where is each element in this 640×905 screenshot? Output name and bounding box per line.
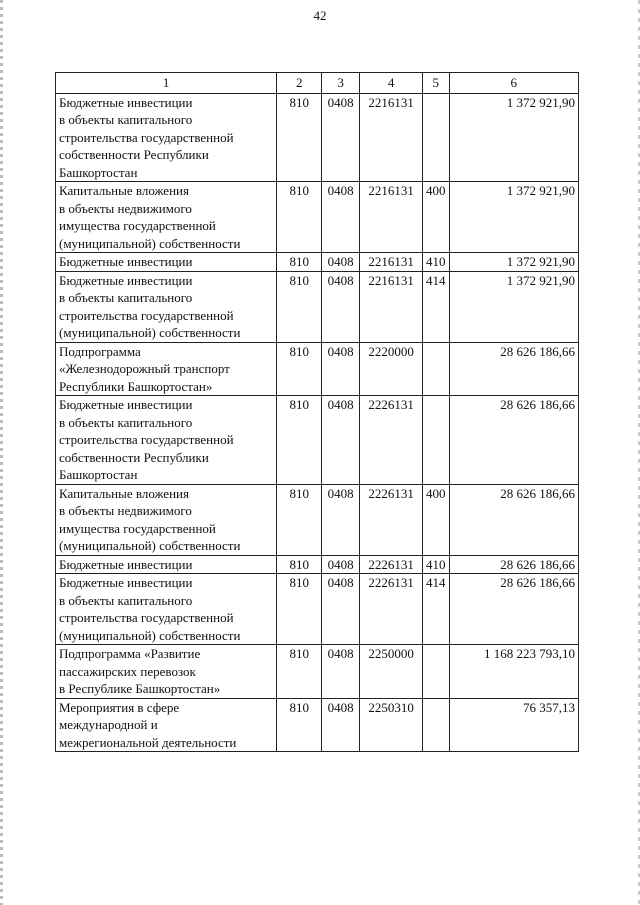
row-section-cell: 0408	[322, 342, 360, 396]
row-expense-type-cell	[423, 93, 450, 182]
row-code-cell: 810	[277, 396, 322, 485]
row-target-cell: 2220000	[360, 342, 423, 396]
row-amount-cell: 1 372 921,90	[449, 93, 578, 182]
row-expense-type-cell	[423, 396, 450, 485]
row-section-cell: 0408	[322, 484, 360, 555]
row-target-cell: 2216131	[360, 271, 423, 342]
row-section-cell: 0408	[322, 396, 360, 485]
row-code-cell: 810	[277, 342, 322, 396]
row-section-cell: 0408	[322, 555, 360, 574]
row-amount-cell: 1 372 921,90	[449, 271, 578, 342]
row-target-cell: 2250000	[360, 645, 423, 699]
header-cell-2: 2	[277, 73, 322, 94]
row-target-cell: 2216131	[360, 182, 423, 253]
row-name-cell: Бюджетные инвестиции в объекты капитального строительства государственной (муниципальной) собственности	[56, 271, 277, 342]
table-row	[56, 574, 579, 645]
row-amount-cell: 28 626 186,66	[449, 484, 578, 555]
row-name-cell: Подпрограмма «Железнодорожный транспорт Республики Башкортостан»	[56, 342, 277, 396]
row-code-cell: 810	[277, 698, 322, 752]
table-row	[56, 93, 579, 182]
row-name-cell: Мероприятия в сфере международной и межрегиональной деятельности	[56, 698, 277, 752]
table-row	[56, 698, 579, 752]
row-section-cell: 0408	[322, 182, 360, 253]
table-row	[56, 645, 579, 699]
header-row	[56, 73, 579, 94]
row-section-cell: 0408	[322, 271, 360, 342]
row-code-cell: 810	[277, 253, 322, 272]
row-code-cell: 810	[277, 271, 322, 342]
row-amount-cell: 28 626 186,66	[449, 342, 578, 396]
table-row	[56, 484, 579, 555]
row-target-cell: 2216131	[360, 93, 423, 182]
row-name-cell: Бюджетные инвестиции	[56, 253, 277, 272]
row-expense-type-cell	[423, 342, 450, 396]
row-expense-type-cell: 410	[423, 253, 450, 272]
table-row	[56, 396, 579, 485]
row-section-cell: 0408	[322, 698, 360, 752]
row-section-cell: 0408	[322, 574, 360, 645]
row-expense-type-cell: 400	[423, 484, 450, 555]
row-expense-type-cell	[423, 698, 450, 752]
row-amount-cell: 28 626 186,66	[449, 574, 578, 645]
row-amount-cell: 1 168 223 793,10	[449, 645, 578, 699]
row-code-cell: 810	[277, 484, 322, 555]
row-target-cell: 2226131	[360, 396, 423, 485]
row-name-cell: Подпрограмма «Развитие пассажирских перевозок в Республике Башкортостан»	[56, 645, 277, 699]
row-target-cell: 2216131	[360, 253, 423, 272]
row-name-cell: Капитальные вложения в объекты недвижимого имущества государственной (муниципальной) собственности	[56, 484, 277, 555]
row-section-cell: 0408	[322, 645, 360, 699]
row-amount-cell: 28 626 186,66	[449, 396, 578, 485]
page-number: 42	[313, 8, 327, 23]
row-section-cell: 0408	[322, 93, 360, 182]
row-code-cell: 810	[277, 555, 322, 574]
row-expense-type-cell	[423, 645, 450, 699]
row-code-cell: 810	[277, 645, 322, 699]
header-cell-5: 5	[423, 73, 450, 94]
row-expense-type-cell: 400	[423, 182, 450, 253]
row-expense-type-cell: 410	[423, 555, 450, 574]
table-row	[56, 253, 579, 272]
budget-table	[55, 72, 579, 752]
row-name-cell: Капитальные вложения в объекты недвижимого имущества государственной (муниципальной) собственности	[56, 182, 277, 253]
row-target-cell: 2226131	[360, 574, 423, 645]
row-code-cell: 810	[277, 182, 322, 253]
row-target-cell: 2226131	[360, 484, 423, 555]
row-section-cell: 0408	[322, 253, 360, 272]
row-name-cell: Бюджетные инвестиции в объекты капитального строительства государственной собственности Республики Башкортостан	[56, 93, 277, 182]
row-expense-type-cell: 414	[423, 574, 450, 645]
header-cell-1: 1	[56, 73, 277, 94]
row-amount-cell: 1 372 921,90	[449, 253, 578, 272]
row-code-cell: 810	[277, 93, 322, 182]
row-name-cell: Бюджетные инвестиции	[56, 555, 277, 574]
row-target-cell: 2226131	[360, 555, 423, 574]
row-amount-cell: 28 626 186,66	[449, 555, 578, 574]
row-amount-cell: 1 372 921,90	[449, 182, 578, 253]
table-row	[56, 342, 579, 396]
table-row	[56, 271, 579, 342]
header-cell-3: 3	[322, 73, 360, 94]
row-expense-type-cell: 414	[423, 271, 450, 342]
row-target-cell: 2250310	[360, 698, 423, 752]
table-row	[56, 555, 579, 574]
page-edge-left	[0, 0, 3, 905]
header-cell-6: 6	[449, 73, 578, 94]
header-cell-4: 4	[360, 73, 423, 94]
table-row	[56, 182, 579, 253]
row-name-cell: Бюджетные инвестиции в объекты капитального строительства государственной (муниципальной) собственности	[56, 574, 277, 645]
row-name-cell: Бюджетные инвестиции в объекты капитального строительства государственной собственности Республики Башкортостан	[56, 396, 277, 485]
row-amount-cell: 76 357,13	[449, 698, 578, 752]
row-code-cell: 810	[277, 574, 322, 645]
